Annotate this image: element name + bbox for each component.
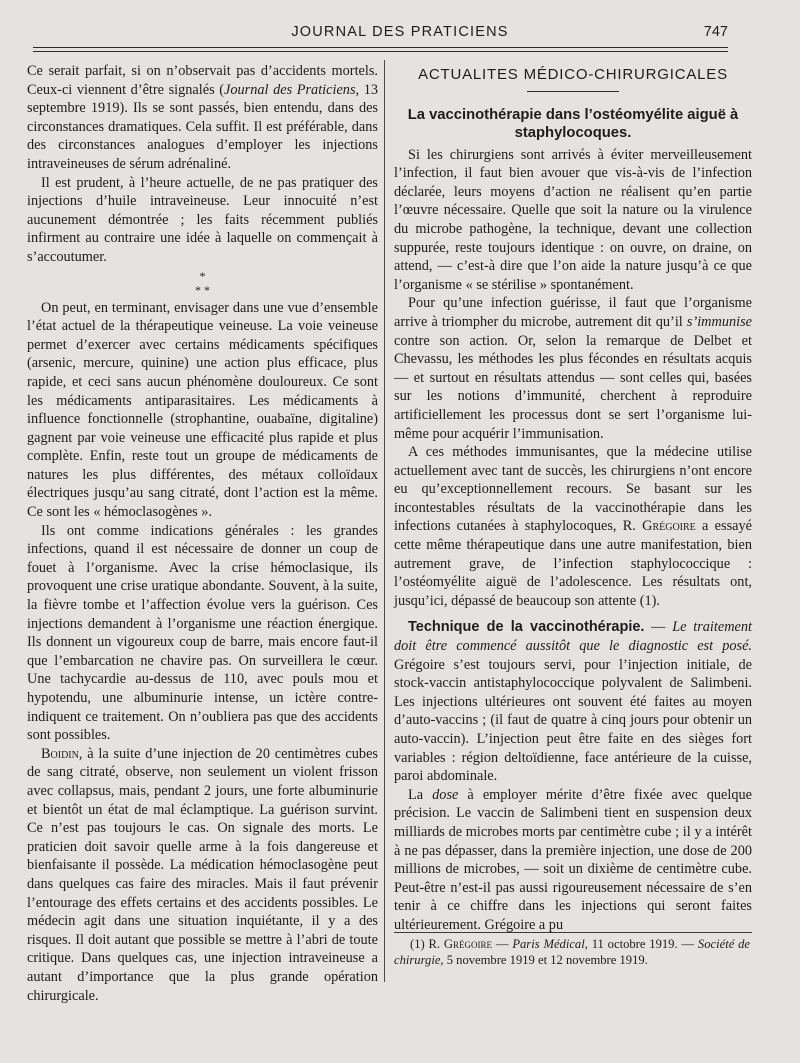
text: contre son action. Or, selon la remarque de Delbet et Chevassu, les méthodes les plus fécondes en résultats acquis — et surtout en résultats attendus — sont celles qui, basées sur les notions d’immunité, cherchent à reproduire artificiellement les processus dont se sert l’organisme lui-même pour acquérir l’immunisation. [394, 332, 752, 442]
column-divider [384, 60, 385, 982]
left-paragraph-5 [27, 745, 378, 1005]
footnote-rule [394, 932, 752, 933]
emphasis: dose [432, 786, 459, 803]
right-paragraph-1: Si les chirurgiens sont arrivés à éviter merveilleusement l’infection, il faut bien avouer que vis-à-vis de l’infection déclarée, leurs moyens d’action ne réalisent qu’en partie l’œuvre nécessaire. Quelle que soit la nature ou la virulence du microbe pathogène, la technique, devant une collection suppurée, reste toujours identique : on ouvre, on draine, on attend, — c’est-à dire que l’on aide la nature jusqu’à ce que l’organisme « se stérilise » spontanément. [394, 146, 752, 293]
left-paragraph-4: Ils ont comme indications générales : les grandes infections, quand il est nécessaire de donner un coup de fouet à l’organisme. Avec la crise hémoclasique, ils provoquent une crise uratique abondante. Souvent, à la suite, la fièvre tombe et l’affection évolue vers la guérison. Ces injections demandent à l’organisme une réaction énergique. Ils donnent un vigoureux coup de barre, mais encore faut-il que l’embarcation ne chavire pas. On surveillera le cœur. Une tachycardie au-dessus de 110, avec pouls mou et hypotendu, une albuminurie intense, un ictère contre-indiquent ce traitement. On n’oubliera pas que des accidents sont possibles. [27, 522, 378, 744]
text: , 11 octobre 1919. — [584, 937, 698, 951]
text: (1) R. [410, 937, 444, 951]
section-rule [527, 91, 619, 92]
left-paragraph-2: Il est prudent, à l’heure actuelle, de ne pas pratiquer des injections d’huile intraveineuse. Leur innocuité n’est aucunement démontrée ; les faits récemment publiés infirment au contraire une idée à laquelle on commençait à s’accoutumer. [27, 174, 378, 265]
journal-title: JOURNAL DES PRATICIENS [291, 24, 509, 40]
left-column [27, 62, 378, 1005]
emphasis: Le traitement doit être commencé aussitôt que le diagnostic est posé. [394, 619, 752, 655]
author-name: Boidin [41, 745, 79, 762]
author-name: Grégoire [642, 518, 696, 535]
text: , à la suite d’une injection de 20 centimètres cubes de sang citraté, observe, non seulement un violent frisson avec collapsus, mais, pendant 2 jours, une forte albuminurie et bientôt un état de mal éclamptique. La guérison survint. Ce n’est pas toujours le cas. On signale des morts. Le praticien doit savoir quelle arme à la fois dangereuse et bienfaisante il possède. La médication hémoclasogène peut dans quelques cas faire des miracles. Mais il faut prévenir l’entourage des effets certains et des accidents possibles. Le médecin agit dans une situation inquiétante, il y a des risques. Il doit autant que possible se mettre à l’abri de toute critique. Dans quelques cas, une injection intraveineuse a autant d’importance que la plus grande opération chirurgicale. [27, 745, 378, 1004]
text: , 5 novembre 1919 et 12 novembre 1919. [440, 952, 648, 967]
header-rule-top [33, 47, 728, 48]
emphasis: s’immunise [686, 313, 752, 330]
subsection-title: Technique de la vaccinothérapie. [408, 619, 645, 636]
section-title: ACTUALITES MÉDICO-CHIRURGICALES [418, 66, 728, 83]
text: A ces méthodes immunisantes, que la médecine utilise actuellement avec tant de succès, les chirurgiens n’ont encore eu qu’exceptionnellement recours. Se basant sur les incontestables résultats de la vaccinothérapie dans les infections cutanées à staphylocoques, R. [394, 444, 752, 535]
right-paragraph-5 [394, 786, 752, 935]
text: à employer mérite d’être fixée avec quelque précision. Le vaccin de Salimbeni tient en suspension deux milliards de microbes morts par centimètre cube ; il y a intérêt à ne pas dépasser, dans la première injection, une dose de 200 millions de microbes, — soit un dixième de centimètre cube. Peut-être n’est-il pas aussi rigoureusement nécessaire de s’en tenir à ce chiffre dans les injections qui seront faites ultérieurement. Grégoire a pu [394, 786, 752, 933]
spacer [394, 610, 752, 618]
right-paragraph-3 [394, 443, 752, 610]
technique-paragraph [394, 618, 752, 785]
page-number: 747 [703, 24, 728, 40]
left-paragraph-1 [27, 62, 378, 174]
article-title: La vaccinothérapie dans l’ostéomyélite aiguë à staphylocoques. [407, 106, 739, 141]
left-paragraph-3: On peut, en terminant, envisager dans une vue d’ensemble l’état actuel de la thérapeutique veineuse. La voie veineuse permet d’exercer avec certains médicaments spécifiques (arsenic, mercure, quinine) une action plus efficace, plus rapide, et ceci sans aucun phénomène douloureux. Ce sont les médicaments antiparasitaires. Les médicaments à influence fonctionnelle (strophantine, ouabaïne, digitaline) gagnent par voie veineuse une efficacité plus rapide et plus complète. Enfin, reste tout un groupe de médicaments de natures les plus différentes, des métaux colloïdaux électriques jusqu’au sang citraté, dont l’action est la même. Ce sont les « hémoclasogènes ». [27, 299, 378, 521]
text: Ce serait parfait, si on n’observait pas d’accidents mortels. Ceux-ci viennent d’être signalés ( [27, 63, 378, 98]
author-name: Grégoire [443, 937, 493, 951]
citation: Paris Médical [512, 937, 585, 951]
section-separator-stars: * * * [195, 268, 210, 297]
header-rule-bottom [33, 51, 728, 52]
text: La [408, 786, 433, 803]
text: — [644, 619, 673, 636]
text: — [492, 937, 513, 951]
text: Grégoire s’est toujours servi, pour l’injection initiale, de stock-vaccin antistaphylococcique polyvalent de Salimbeni. Les injections ultérieures ont souvent été faites au moyen d’auto-vaccins ; (il faut de quatre à cinq jours pour obtenir un auto-vaccin). L’injection peut être faite en des sièges fort variables : région deltoïdienne, face antérieure de la cuisse, paroi abdominale. [394, 656, 752, 785]
text: 13 septembre 1919). Ils se sont passés, bien entendu, dans des circonstances dramatiques. Cela suffit. Il est préférable, dans des circonstances analogues d’employer les injections intraveineuses de sérum adrénaliné. [27, 81, 378, 172]
footnote [394, 937, 750, 968]
text: a essayé cette même thérapeutique dans une autre manifestation, bien autrement grave, de l’infection staphylococcique : l’ostéomyélite aiguë de l’adolescence. Les résultats ont, jusqu’ici, dépassé de beaucoup son attente (1). [394, 518, 752, 609]
citation: Société de chirurgie [394, 937, 751, 967]
citation: Journal des Praticiens, [224, 81, 360, 98]
text: Pour qu’une infection guérisse, il faut que l’organisme arrive à triompher du microbe, autrement dit qu’il [394, 295, 752, 330]
right-column [394, 62, 752, 935]
right-paragraph-2 [394, 294, 752, 443]
footnote-text [394, 937, 750, 968]
